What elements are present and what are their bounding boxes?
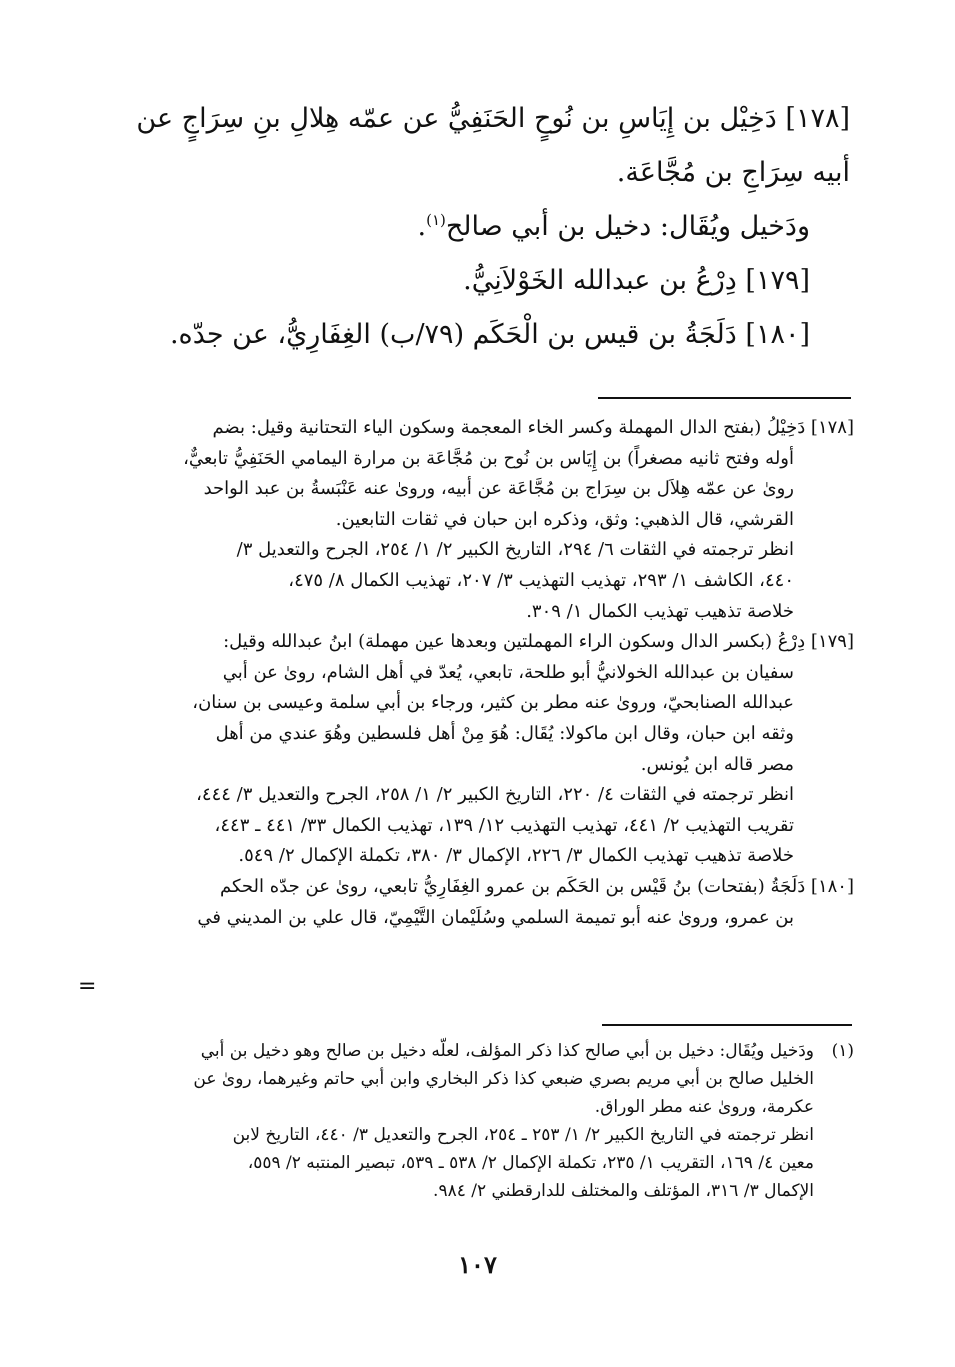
commentary-block: [108, 413, 854, 933]
entry-178-line-1: [١٧٨] دَخِيْل بن إِيَاسِ بن نُوحٍ الحَنَفِيُّ عن عمّه هِلالِ بنِ سِرَاجٍ عن: [136, 103, 850, 134]
entry-178-alt-text: ودَخيل ويُقَال: دخيل بن أبي صالح: [445, 211, 810, 242]
commentary-178-line-3: روىٰ عن عمّه هِلاَل بن سِرَاج بن مُجَّاعَة عن أبيه، وروىٰ عنه عَنْبَسةُ بن عبد الواحد: [203, 478, 794, 500]
commentary-178-line-1: [١٧٨] دَخِيْلُ (بفتح الدال المهملة وكسر الخاء المعجمة وسكون الياء التحتانية وقيل: بضم: [212, 417, 854, 438]
commentary-179-line-6: انظر ترجمته في الثقات ٤/ ٢٢٠، التاريخ الكبير ٢/ ١/ ٢٥٨، الجرح والتعديل ٣/ ٤٤٤،: [196, 784, 794, 806]
commentary-178-line-6: ٤٤٠، الكاشف ١/ ٢٩٣، تهذيب التهذيب ٣/ ٢٠٧، تهذيب الكمال ٨/ ٤٧٥،: [288, 569, 794, 591]
commentary-179-line-7: تقريب التهذيب ٢/ ٤٤١، تهذيب التهذيب ١٢/ ١٣٩، تهذيب الكمال ٣٣/ ٤٤١ ـ ٤٤٣،: [214, 814, 794, 836]
commentary-179-line-1: [١٧٩] دِرْعُ (بكسر الدال وسكون الراء المهملتين وبعدها عين مهملة) ابنُ عبدالله وقيل:: [223, 631, 854, 653]
footnote-number: (١): [831, 1041, 854, 1061]
main-text: [105, 92, 850, 362]
commentary-179-line-2: سفيان بن عبدالله الخولانيُّ أبو طلحة، تابعي، يُعدّ في أهل الشام، روىٰ عن أبي: [222, 661, 794, 683]
footnote-divider: [602, 1024, 852, 1026]
footnote-line-4: انظر ترجمته في التاريخ الكبير ٢/ ١/ ٢٥٣ ـ ٢٥٤، الجرح والتعديل ٣/ ٤٤٠، التاريخ لابن: [232, 1125, 814, 1145]
commentary-179-line-8: خلاصة تذهيب تهذيب الكمال ٣/ ٢٢٦، الإكمال ٣/ ٣٨٠، تكملة الإكمال ٢/ ٥٤٩.: [238, 845, 794, 867]
entry-178-line-2: أبيه سِرَاجِ بن مُجَّاعَة.: [616, 157, 850, 188]
commentary-179-line-3: عبدالله الصنابحيّ، وروىٰ عنه مطر بن كثير، ورجاء بن أبي سلمة وعيسى بن سنان،: [192, 692, 794, 714]
footnote-line-3: عكرمة، وروىٰ عنه مطر الوراق.: [594, 1097, 814, 1117]
footnote-ref-1[interactable]: (١): [426, 211, 446, 229]
footnote-line-1: ودَخيل ويُقَال: دخيل بن أبي صالح كذا ذكر المؤلف، لعلّه دخيل بن صالح وهو دخيل بن أبي: [200, 1041, 814, 1061]
entry-178-alt-name: [105, 200, 850, 254]
footnote-block: [108, 1037, 854, 1205]
commentary-178-line-2: أوله وفتح ثانيه مصغراً) بن إِيَاس بن نُوح بن مُجَّاعَة بن مرارة اليمامي الحَنَفِيُّ تابعيٌّ،: [183, 447, 794, 469]
main-commentary-divider: [598, 397, 851, 399]
page-number: ١٠٧: [458, 1250, 497, 1279]
entry-178-alt-end: .: [417, 211, 427, 242]
commentary-179-line-5: مصر قاله ابن يُونس.: [640, 753, 794, 775]
footnote-line-5: معين ٤/ ١٦٩، التقريب ١/ ٢٣٥، تكملة الإكمال ٢/ ٥٣٨ ـ ٥٣٩، تبصير المنتبه ٢/ ٥٥٩،: [247, 1153, 814, 1173]
commentary-179-line-4: وثقه ابن حبان، وقال ابن ماكولا: يُقَال: هُوَ مِنْ أهل فلسطين وهُوَ عندي من أهل: [215, 722, 794, 744]
commentary-180-line-1: [١٨٠] دَلَجَةُ (بفتحات) بنُ قَيْس بن الحَكَم بن عمرو الغِفَارِيُّ تابعي، روىٰ عن جدّه الحكم: [220, 875, 854, 897]
footnote-line-2: الخليل صالح بن أبي مريم بصري ضبعي كذا ذكر البخاري وابن أبي حاتم وغيرهما، روىٰ عن: [193, 1069, 814, 1089]
commentary-178-line-7: خلاصة تذهيب تهذيب الكمال ١/ ٣٠٩.: [526, 600, 794, 622]
commentary-178-line-4: القرشي، قال الذهبي: وثق، وذكره ابن حبان في ثقات التابعين.: [335, 508, 794, 530]
continuation-mark: =: [78, 974, 97, 999]
entry-180: [١٨٠] دَلَجَةُ بن قيس بن الْحَكَم (٧٩/ب) الغِفَارِيُّ، عن جدّه.: [169, 319, 810, 350]
commentary-178-line-5: انظر ترجمته في الثقات ٦/ ٢٩٤، التاريخ الكبير ٢/ ١/ ٢٥٤، الجرح والتعديل ٣/: [236, 539, 794, 561]
commentary-180-line-2: بن عمرو، وروىٰ عنه أبو تميمة السلمي وسُلَيْمان التَّيْمِيّ، قال علي بن المديني في: [197, 906, 794, 928]
entry-179: [١٧٩] دِرْعُ بن عبدالله الخَوْلاَنِيُّ.: [463, 265, 810, 296]
footnote-line-6: الإكمال ٣/ ٣١٦، المؤتلف والمختلف للدارقطني ٢/ ٩٨٤.: [433, 1181, 814, 1201]
